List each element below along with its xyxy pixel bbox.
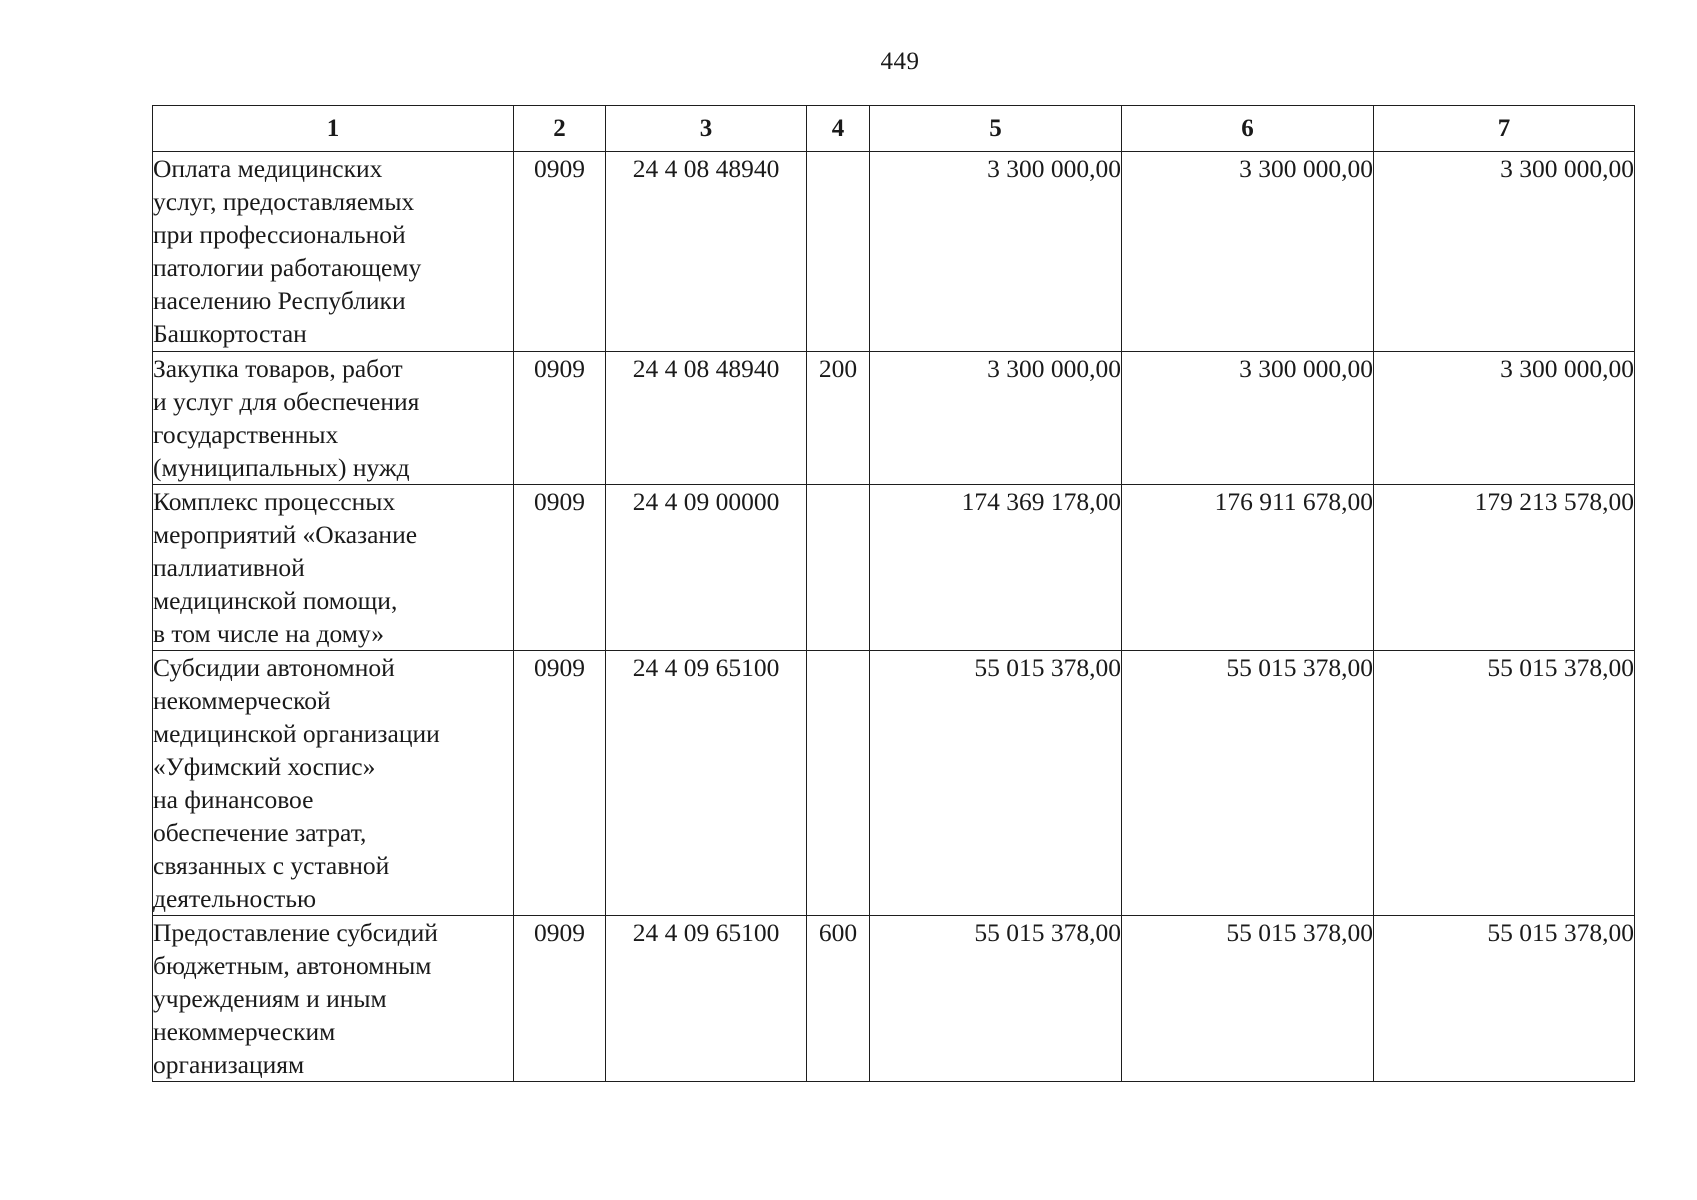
row-type-cell: 600 bbox=[807, 916, 870, 1082]
page-number: 449 bbox=[880, 48, 920, 75]
row-name-line: некоммерческой bbox=[153, 686, 331, 715]
row-amount-year1: 3 300 000,00 bbox=[870, 352, 1122, 485]
table-row bbox=[153, 916, 1635, 1082]
row-section-cell: 0909 bbox=[514, 352, 606, 485]
table-row bbox=[153, 485, 1635, 651]
header-col-5: 5 bbox=[870, 106, 1122, 152]
row-section-cell: 0909 bbox=[514, 152, 606, 352]
header-row bbox=[153, 106, 1635, 152]
row-name-line: (муниципальных) нужд bbox=[153, 453, 410, 482]
row-name-line: Закупка товаров, работ bbox=[153, 354, 403, 383]
table-row bbox=[153, 152, 1635, 352]
row-name-line: связанных с уставной bbox=[153, 851, 390, 880]
row-amount-year1: 3 300 000,00 bbox=[870, 152, 1122, 352]
header-col-6: 6 bbox=[1122, 106, 1374, 152]
row-name-line: паллиативной bbox=[153, 553, 305, 582]
header-col-4: 4 bbox=[807, 106, 870, 152]
table-row bbox=[153, 352, 1635, 485]
row-name-line: бюджетным, автономным bbox=[153, 951, 432, 980]
row-name-cell bbox=[153, 485, 514, 651]
row-name-line: Башкортостан bbox=[153, 319, 307, 348]
row-code-cell: 24 4 08 48940 bbox=[606, 352, 807, 485]
row-section-cell: 0909 bbox=[514, 651, 606, 916]
row-name-cell bbox=[153, 352, 514, 485]
row-amount-year3: 3 300 000,00 bbox=[1374, 352, 1635, 485]
row-type-cell: 200 bbox=[807, 352, 870, 485]
row-amount-year3: 55 015 378,00 bbox=[1374, 916, 1635, 1082]
row-code-cell: 24 4 09 00000 bbox=[606, 485, 807, 651]
row-name-cell bbox=[153, 651, 514, 916]
row-type-cell bbox=[807, 152, 870, 352]
row-amount-year1: 55 015 378,00 bbox=[870, 651, 1122, 916]
row-section-cell: 0909 bbox=[514, 916, 606, 1082]
row-name-line: государственных bbox=[153, 420, 339, 449]
row-name-line: при профессиональной bbox=[153, 220, 406, 249]
row-name-line: медицинской организации bbox=[153, 719, 440, 748]
row-name-line: Комплекс процессных bbox=[153, 487, 396, 516]
row-name-line: на финансовое bbox=[153, 785, 314, 814]
row-name-line: и услуг для обеспечения bbox=[153, 387, 420, 416]
row-name-line: медицинской помощи, bbox=[153, 586, 398, 615]
row-amount-year3: 179 213 578,00 bbox=[1374, 485, 1635, 651]
table-row bbox=[153, 651, 1635, 916]
budget-table bbox=[152, 105, 1635, 1082]
row-amount-year2: 3 300 000,00 bbox=[1122, 152, 1374, 352]
header-col-2: 2 bbox=[514, 106, 606, 152]
row-amount-year3: 55 015 378,00 bbox=[1374, 651, 1635, 916]
row-name-line: некоммерческим bbox=[153, 1017, 336, 1046]
row-name-line: услуг, предоставляемых bbox=[153, 187, 415, 216]
row-name-line: патологии работающему bbox=[153, 253, 422, 282]
row-type-cell bbox=[807, 651, 870, 916]
row-amount-year2: 55 015 378,00 bbox=[1122, 651, 1374, 916]
row-section-cell: 0909 bbox=[514, 485, 606, 651]
row-name-line: населению Республики bbox=[153, 286, 406, 315]
row-amount-year3: 3 300 000,00 bbox=[1374, 152, 1635, 352]
row-amount-year1: 55 015 378,00 bbox=[870, 916, 1122, 1082]
row-name-line: Оплата медицинских bbox=[153, 154, 383, 183]
row-name-cell bbox=[153, 152, 514, 352]
row-name-line: мероприятий «Оказание bbox=[153, 520, 418, 549]
row-name-cell bbox=[153, 916, 514, 1082]
row-name-line: учреждениям и иным bbox=[153, 984, 387, 1013]
row-type-cell bbox=[807, 485, 870, 651]
row-name-line: организациям bbox=[153, 1050, 305, 1079]
row-name-line: «Уфимский хоспис» bbox=[153, 752, 376, 781]
row-code-cell: 24 4 08 48940 bbox=[606, 152, 807, 352]
row-amount-year1: 174 369 178,00 bbox=[870, 485, 1122, 651]
row-amount-year2: 55 015 378,00 bbox=[1122, 916, 1374, 1082]
row-amount-year2: 176 911 678,00 bbox=[1122, 485, 1374, 651]
row-name-line: обеспечение затрат, bbox=[153, 818, 367, 847]
row-name-line: деятельностью bbox=[153, 884, 317, 913]
header-col-3: 3 bbox=[606, 106, 807, 152]
row-name-line: в том числе на дому» bbox=[153, 619, 385, 648]
row-code-cell: 24 4 09 65100 bbox=[606, 916, 807, 1082]
row-name-line: Предоставление субсидий bbox=[153, 918, 438, 947]
row-name-line: Субсидии автономной bbox=[153, 653, 395, 682]
row-code-cell: 24 4 09 65100 bbox=[606, 651, 807, 916]
header-col-1: 1 bbox=[153, 106, 514, 152]
row-amount-year2: 3 300 000,00 bbox=[1122, 352, 1374, 485]
header-col-7: 7 bbox=[1374, 106, 1635, 152]
